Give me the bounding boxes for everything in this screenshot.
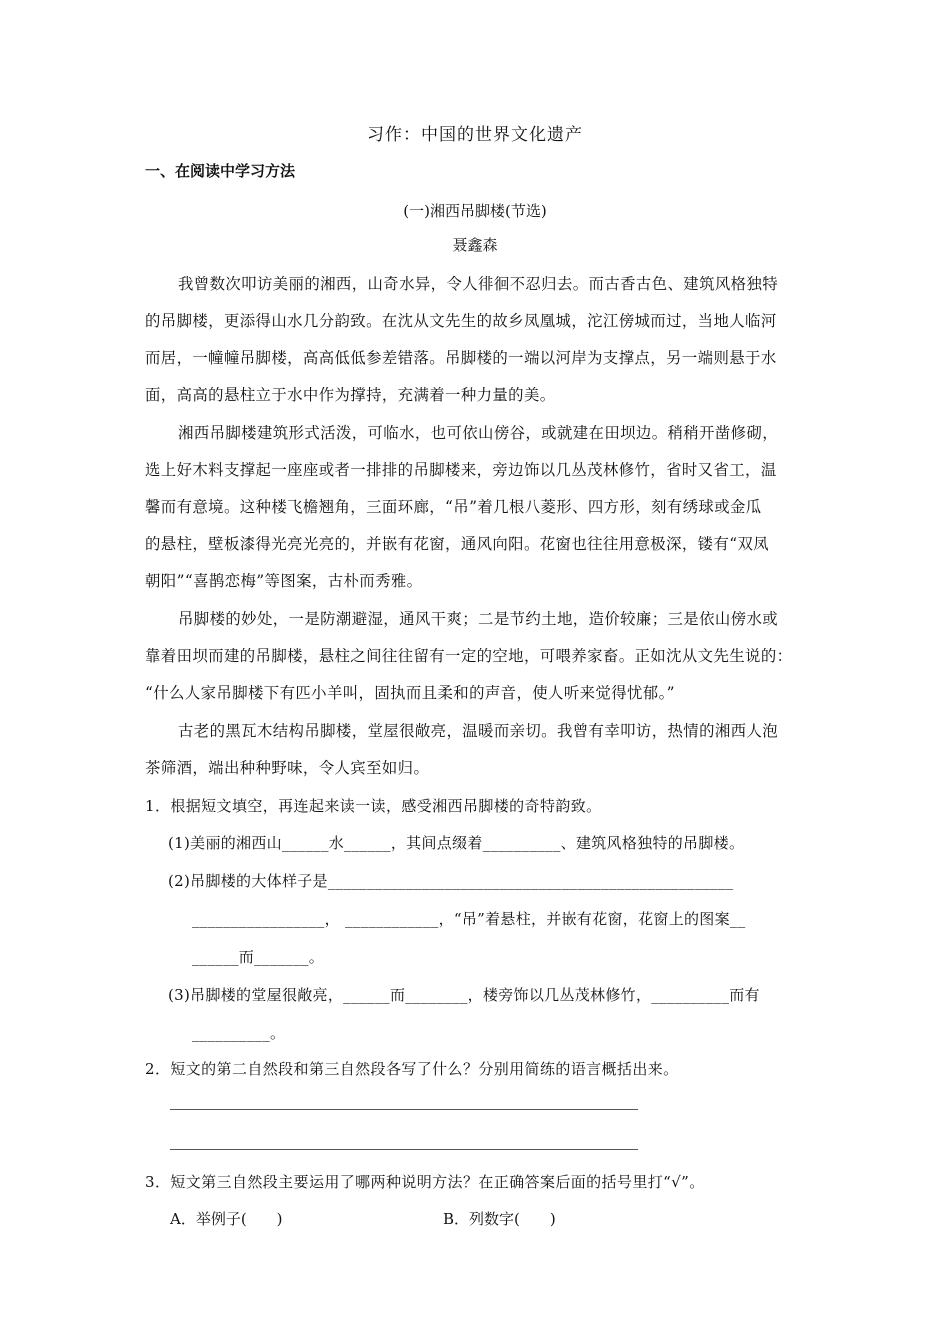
paragraph-4-line: 茶筛酒，端出种种野味，令人宾至如归。: [145, 759, 430, 777]
article-author: 聂鑫森: [452, 236, 498, 254]
paragraph-1-line: 的吊脚楼，更添得山水几分韵致。在沈从文先生的故乡凤凰城，沱江傍城而过，当地人临河: [145, 312, 777, 330]
question-3-stem: 3．短文第三自然段主要运用了哪两种说明方法？在正确答案后面的括号里打“√”。: [145, 1173, 705, 1191]
paragraph-1-line: 我曾数次叩访美丽的湘西，山奇水异，令人徘徊不忍归去。而古香古色、建筑风格独特: [178, 275, 779, 293]
answer-line[interactable]: [170, 1149, 638, 1150]
question-1-part-3-cont: __________。: [192, 1024, 286, 1042]
page-title: 习作：中国的世界文化遗产: [367, 125, 583, 145]
paragraph-3-line: 靠着田坝而建的吊脚楼，悬柱之间往往留有一定的空地，可喂养家畜。正如沈从文先生说的：: [145, 647, 793, 665]
article-title: (一)湘西吊脚楼(节选): [403, 202, 547, 220]
paragraph-3-line: “什么人家吊脚楼下有匹小羊叫，固执而且柔和的声音，使人听来觉得忧郁。”: [145, 684, 675, 702]
paragraph-2-line: 选上好木料支撑起一座座或者一排排的吊脚楼来，旁边饰以几丛茂林修竹，省时又省工，温: [145, 461, 777, 479]
question-1-part-2: (2)吊脚楼的大体样子是____________________________________________________: [168, 872, 734, 890]
question-1-part-3: (3)吊脚楼的堂屋很敞亮，______而________，楼旁饰以几丛茂林修竹，__________而有: [168, 986, 760, 1004]
answer-line[interactable]: [170, 1109, 638, 1110]
paragraph-2-line: 湘西吊脚楼建筑形式活泼，可临水，也可依山傍谷，或就建在田坝边。稍稍开凿修砌，: [178, 424, 779, 442]
section-heading: 一、在阅读中学习方法: [145, 162, 296, 180]
paragraph-1-line: 面，高高的悬柱立于水中作为撑持，充满着一种力量的美。: [145, 386, 556, 404]
option-b[interactable]: B．列数字( ): [443, 1210, 556, 1228]
option-a[interactable]: A．举例子( ): [170, 1210, 283, 1228]
question-1-part-1: (1)美丽的湘西山______水______，其间点缀着__________、建筑风格独特的吊脚楼。: [168, 834, 745, 852]
question-1-part-2-cont: ______而_______。: [192, 948, 325, 966]
question-2-stem: 2．短文的第二自然段和第三自然段各写了什么？分别用简练的语言概括出来。: [145, 1060, 679, 1078]
question-1-stem: 1．根据短文填空，再连起来读一读，感受湘西吊脚楼的奇特韵致。: [145, 797, 602, 815]
question-1-part-2-cont: _________________， ____________，“吊”着悬柱，并嵌有花窗，花窗上的图案__: [192, 910, 746, 928]
paragraph-2-line: 馨而有意境。这种楼飞檐翘角，三面环廊，“吊”着几根八菱形、四方形，刻有绣球或金瓜: [145, 498, 762, 516]
paragraph-2-line: 朝阳”“喜鹊恋梅”等图案，古朴而秀雅。: [145, 572, 423, 590]
paragraph-2-line: 的悬柱，壁板漆得光亮光亮的，并嵌有花窗，通风向阳。花窗也往往用意极深，镂有“双凤: [145, 535, 770, 553]
paragraph-4-line: 古老的黑瓦木结构吊脚楼，堂屋很敞亮，温暖而亲切。我曾有幸叩访，热情的湘西人泡: [178, 722, 779, 740]
paragraph-1-line: 而居，一幢幢吊脚楼，高高低低参差错落。吊脚楼的一端以河岸为支撑点，另一端则悬于水: [145, 349, 777, 367]
paragraph-3-line: 吊脚楼的妙处，一是防潮避湿，通风干爽；二是节约土地，造价较廉；三是依山傍水或: [178, 610, 779, 628]
